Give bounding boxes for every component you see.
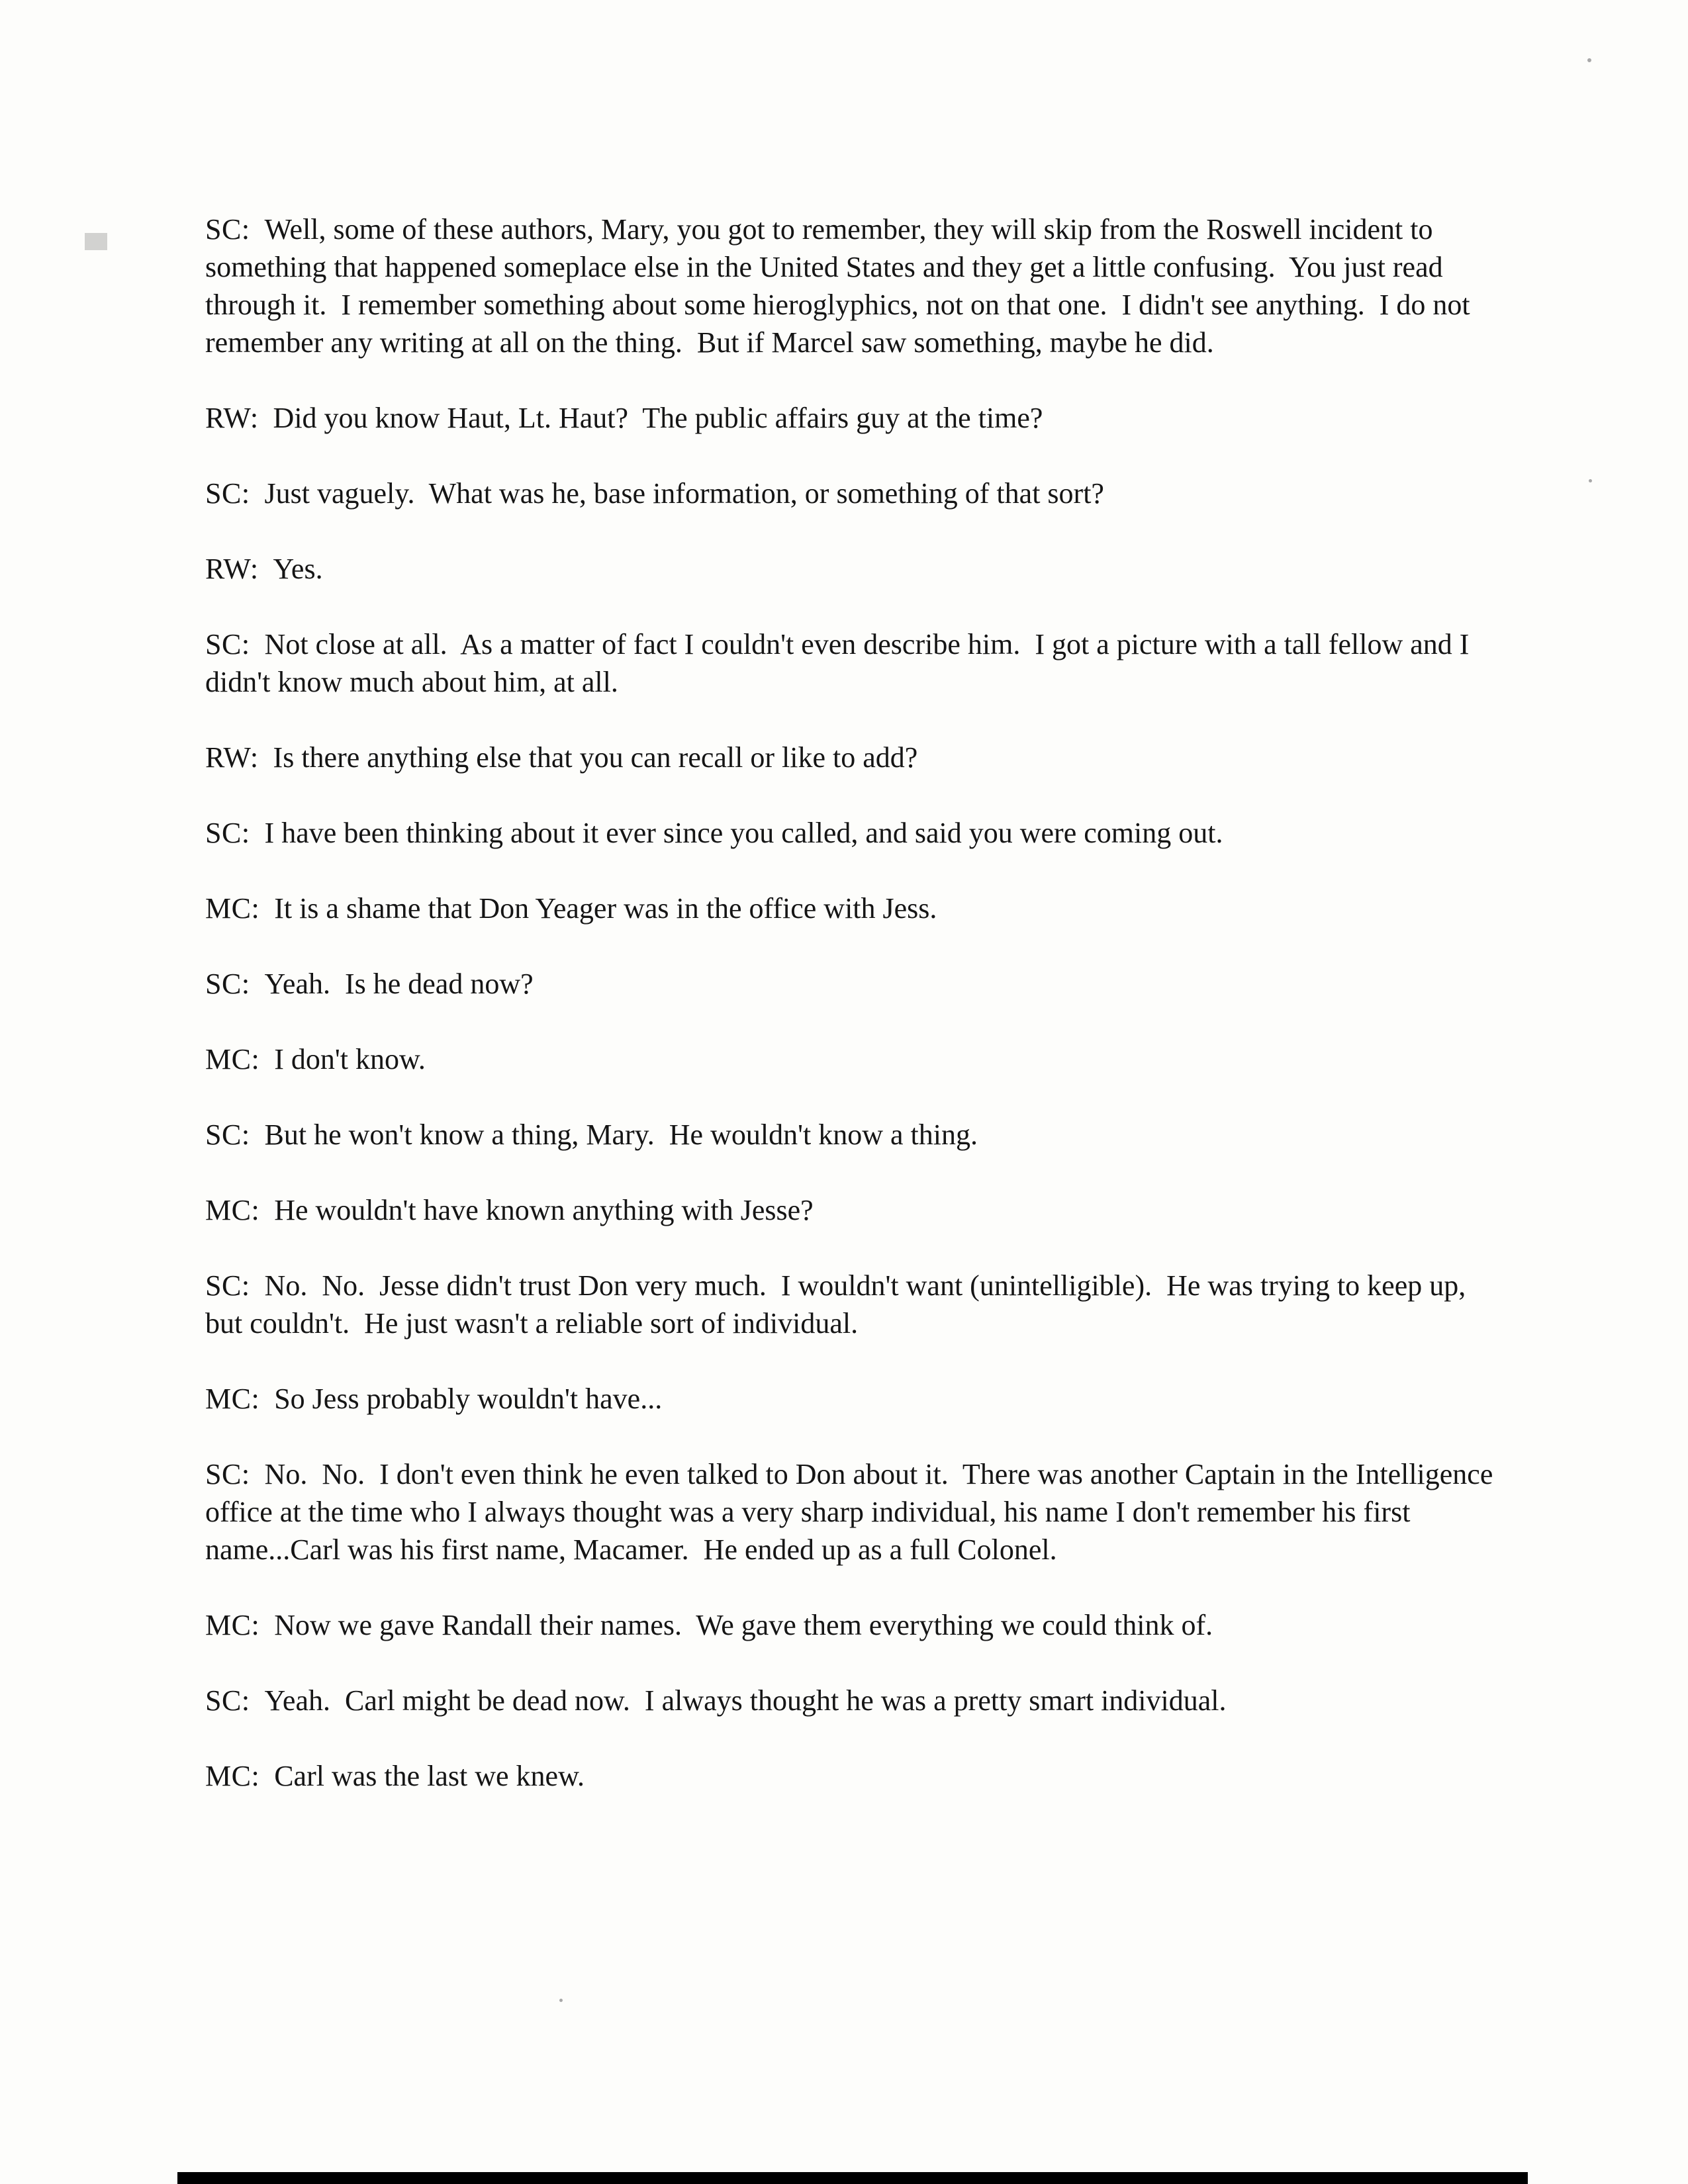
paragraph-text: But he won't know a thing, Mary. He wouldn't know a thing. <box>264 1118 978 1151</box>
scan-edge-bar-artifact <box>177 2172 1528 2184</box>
transcript-paragraph <box>205 1682 1503 1719</box>
speaker-label: MC: <box>205 1194 260 1226</box>
speaker-label: RW: <box>205 741 259 774</box>
transcript-paragraph <box>205 1191 1503 1229</box>
paragraph-text: No. No. I don't even think he even talked to Don about it. There was another Captain in the Intelligence office at the time who I always thought was a very sharp individual, his name I don't remember his first name...Carl was his first name, Macamer. He ended up as a full Colonel. <box>205 1458 1501 1566</box>
speaker-label: SC: <box>205 477 250 510</box>
transcript-paragraph <box>205 814 1503 852</box>
paragraph-text: Yeah. Is he dead now? <box>264 968 534 1000</box>
speaker-label: SC: <box>205 1118 250 1151</box>
transcript-paragraph <box>205 1757 1503 1795</box>
paragraph-text: Well, some of these authors, Mary, you got to remember, they will skip from the Roswell incident to something that happened someplace else in the United States and they get a little confusing. You just read through it. I remember something about some hieroglyphics, not on that one. I didn't see anything. I do not remember any writing at all on the thing. But if Marcel saw something, maybe he did. <box>205 213 1477 359</box>
paragraph-text: I don't know. <box>274 1043 426 1075</box>
paragraph-text: So Jess probably wouldn't have... <box>274 1383 663 1415</box>
paragraph-text: He wouldn't have known anything with Jesse? <box>274 1194 814 1226</box>
speaker-label: RW: <box>205 553 259 585</box>
speaker-label: SC: <box>205 817 250 849</box>
paragraph-text: No. No. Jesse didn't trust Don very much. I wouldn't want (unintelligible). He was trying to keep up, but couldn't. He just wasn't a reliable sort of individual. <box>205 1269 1474 1340</box>
paragraph-text: Is there anything else that you can recall or like to add? <box>273 741 918 774</box>
transcript-paragraph <box>205 1267 1503 1342</box>
scan-speck-artifact <box>1587 58 1591 62</box>
scan-speck-artifact <box>1589 479 1592 482</box>
transcript-paragraph <box>205 399 1503 437</box>
speaker-label: SC: <box>205 1269 250 1302</box>
paragraph-text: Just vaguely. What was he, base information, or something of that sort? <box>264 477 1104 510</box>
transcript-paragraph <box>205 889 1503 927</box>
speaker-label: SC: <box>205 968 250 1000</box>
paragraph-text: Not close at all. As a matter of fact I couldn't even describe him. I got a picture with a tall fellow and I didn't know much about him, at all. <box>205 628 1477 698</box>
speaker-label: SC: <box>205 1684 250 1717</box>
paragraph-text: Yeah. Carl might be dead now. I always thought he was a pretty smart individual. <box>264 1684 1227 1717</box>
transcript-page <box>205 210 1503 1833</box>
paragraph-text: Yes. <box>273 553 323 585</box>
transcript-paragraph <box>205 1116 1503 1154</box>
scan-speck-artifact <box>559 1999 563 2002</box>
transcript-paragraph <box>205 965 1503 1003</box>
paragraph-text: Did you know Haut, Lt. Haut? The public affairs guy at the time? <box>273 402 1043 434</box>
speaker-label: MC: <box>205 892 260 925</box>
speaker-label: MC: <box>205 1760 260 1792</box>
transcript-paragraph <box>205 1040 1503 1078</box>
paragraph-text: It is a shame that Don Yeager was in the office with Jess. <box>274 892 937 925</box>
transcript-paragraph <box>205 625 1503 701</box>
transcript-paragraph <box>205 210 1503 361</box>
speaker-label: SC: <box>205 213 250 246</box>
transcript-paragraph <box>205 1380 1503 1418</box>
paragraph-text: Now we gave Randall their names. We gave them everything we could think of. <box>274 1609 1213 1641</box>
speaker-label: MC: <box>205 1383 260 1415</box>
transcript-paragraph <box>205 1606 1503 1644</box>
speaker-label: RW: <box>205 402 259 434</box>
transcript-paragraph <box>205 550 1503 588</box>
paragraph-text: I have been thinking about it ever since you called, and said you were coming out. <box>264 817 1223 849</box>
transcript-paragraph <box>205 475 1503 512</box>
transcript-paragraph <box>205 1455 1503 1569</box>
speaker-label: SC: <box>205 1458 250 1490</box>
scan-smudge-artifact <box>85 233 107 250</box>
speaker-label: SC: <box>205 628 250 660</box>
transcript-paragraph <box>205 739 1503 776</box>
paragraph-text: Carl was the last we knew. <box>274 1760 585 1792</box>
speaker-label: MC: <box>205 1043 260 1075</box>
speaker-label: MC: <box>205 1609 260 1641</box>
